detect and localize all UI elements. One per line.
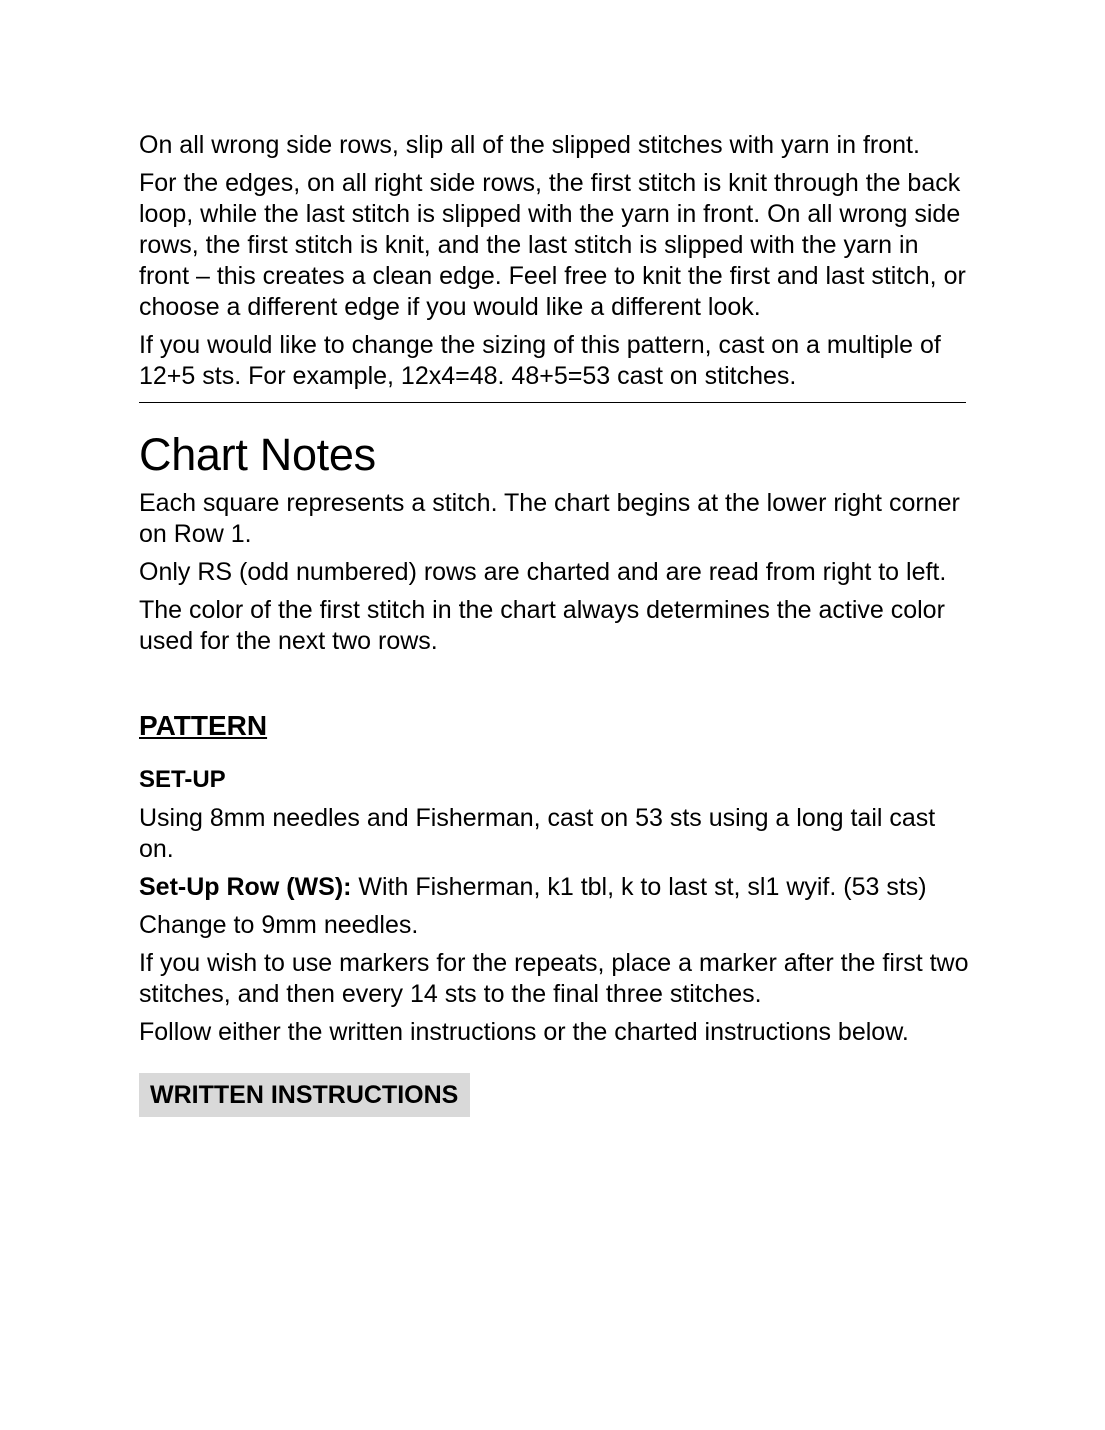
- wrong-side-slip-note: On all wrong side rows, slip all of the slipped stitches with yarn in front.: [139, 131, 920, 159]
- needle-change-instruction: Change to 9mm needles.: [139, 911, 419, 939]
- chart-note-color: The color of the first stitch in the chart always determines the active color used for the next two rows.: [139, 596, 945, 655]
- chart-note-square: Each square represents a stitch. The chart begins at the lower right corner on Row 1.: [139, 489, 960, 548]
- sizing-note: If you would like to change the sizing of this pattern, cast on a multiple of 12+5 sts. For example, 12x4=48. 48+5=53 cast on stitches.: [139, 331, 941, 390]
- marker-instruction: If you wish to use markers for the repeats, place a marker after the first two stitches, and then every 14 sts to the final three stitches.: [139, 949, 969, 1008]
- setup-row-text: With Fisherman, k1 tbl, k to last st, sl1 wyif. (53 sts): [351, 873, 927, 901]
- section-divider: [139, 402, 966, 403]
- written-instructions-badge: WRITTEN INSTRUCTIONS: [139, 1073, 470, 1117]
- edge-stitch-note: For the edges, on all right side rows, the first stitch is knit through the back loop, while the last stitch is slipped with the yarn in front. On all wrong side rows, the first stitch is knit, and the last stitch is slipped with the yarn in front – this creates a clean edge. Feel free to knit the first and last stitch, or choose a different edge if you would like a different look.: [139, 169, 966, 321]
- follow-instruction: Follow either the written instructions or the charted instructions below.: [139, 1018, 909, 1046]
- chart-notes-heading: Chart Notes: [139, 429, 376, 480]
- pattern-heading: PATTERN: [139, 710, 268, 741]
- chart-note-rs-rows: Only RS (odd numbered) rows are charted and are read from right to left.: [139, 558, 947, 586]
- setup-heading: SET-UP: [139, 766, 226, 793]
- cast-on-instruction: Using 8mm needles and Fisherman, cast on 53 sts using a long tail cast on.: [139, 804, 936, 863]
- document-page: [139, 130, 969, 1117]
- setup-row-instruction: [139, 872, 969, 903]
- setup-row-label: Set-Up Row (WS):: [139, 873, 352, 901]
